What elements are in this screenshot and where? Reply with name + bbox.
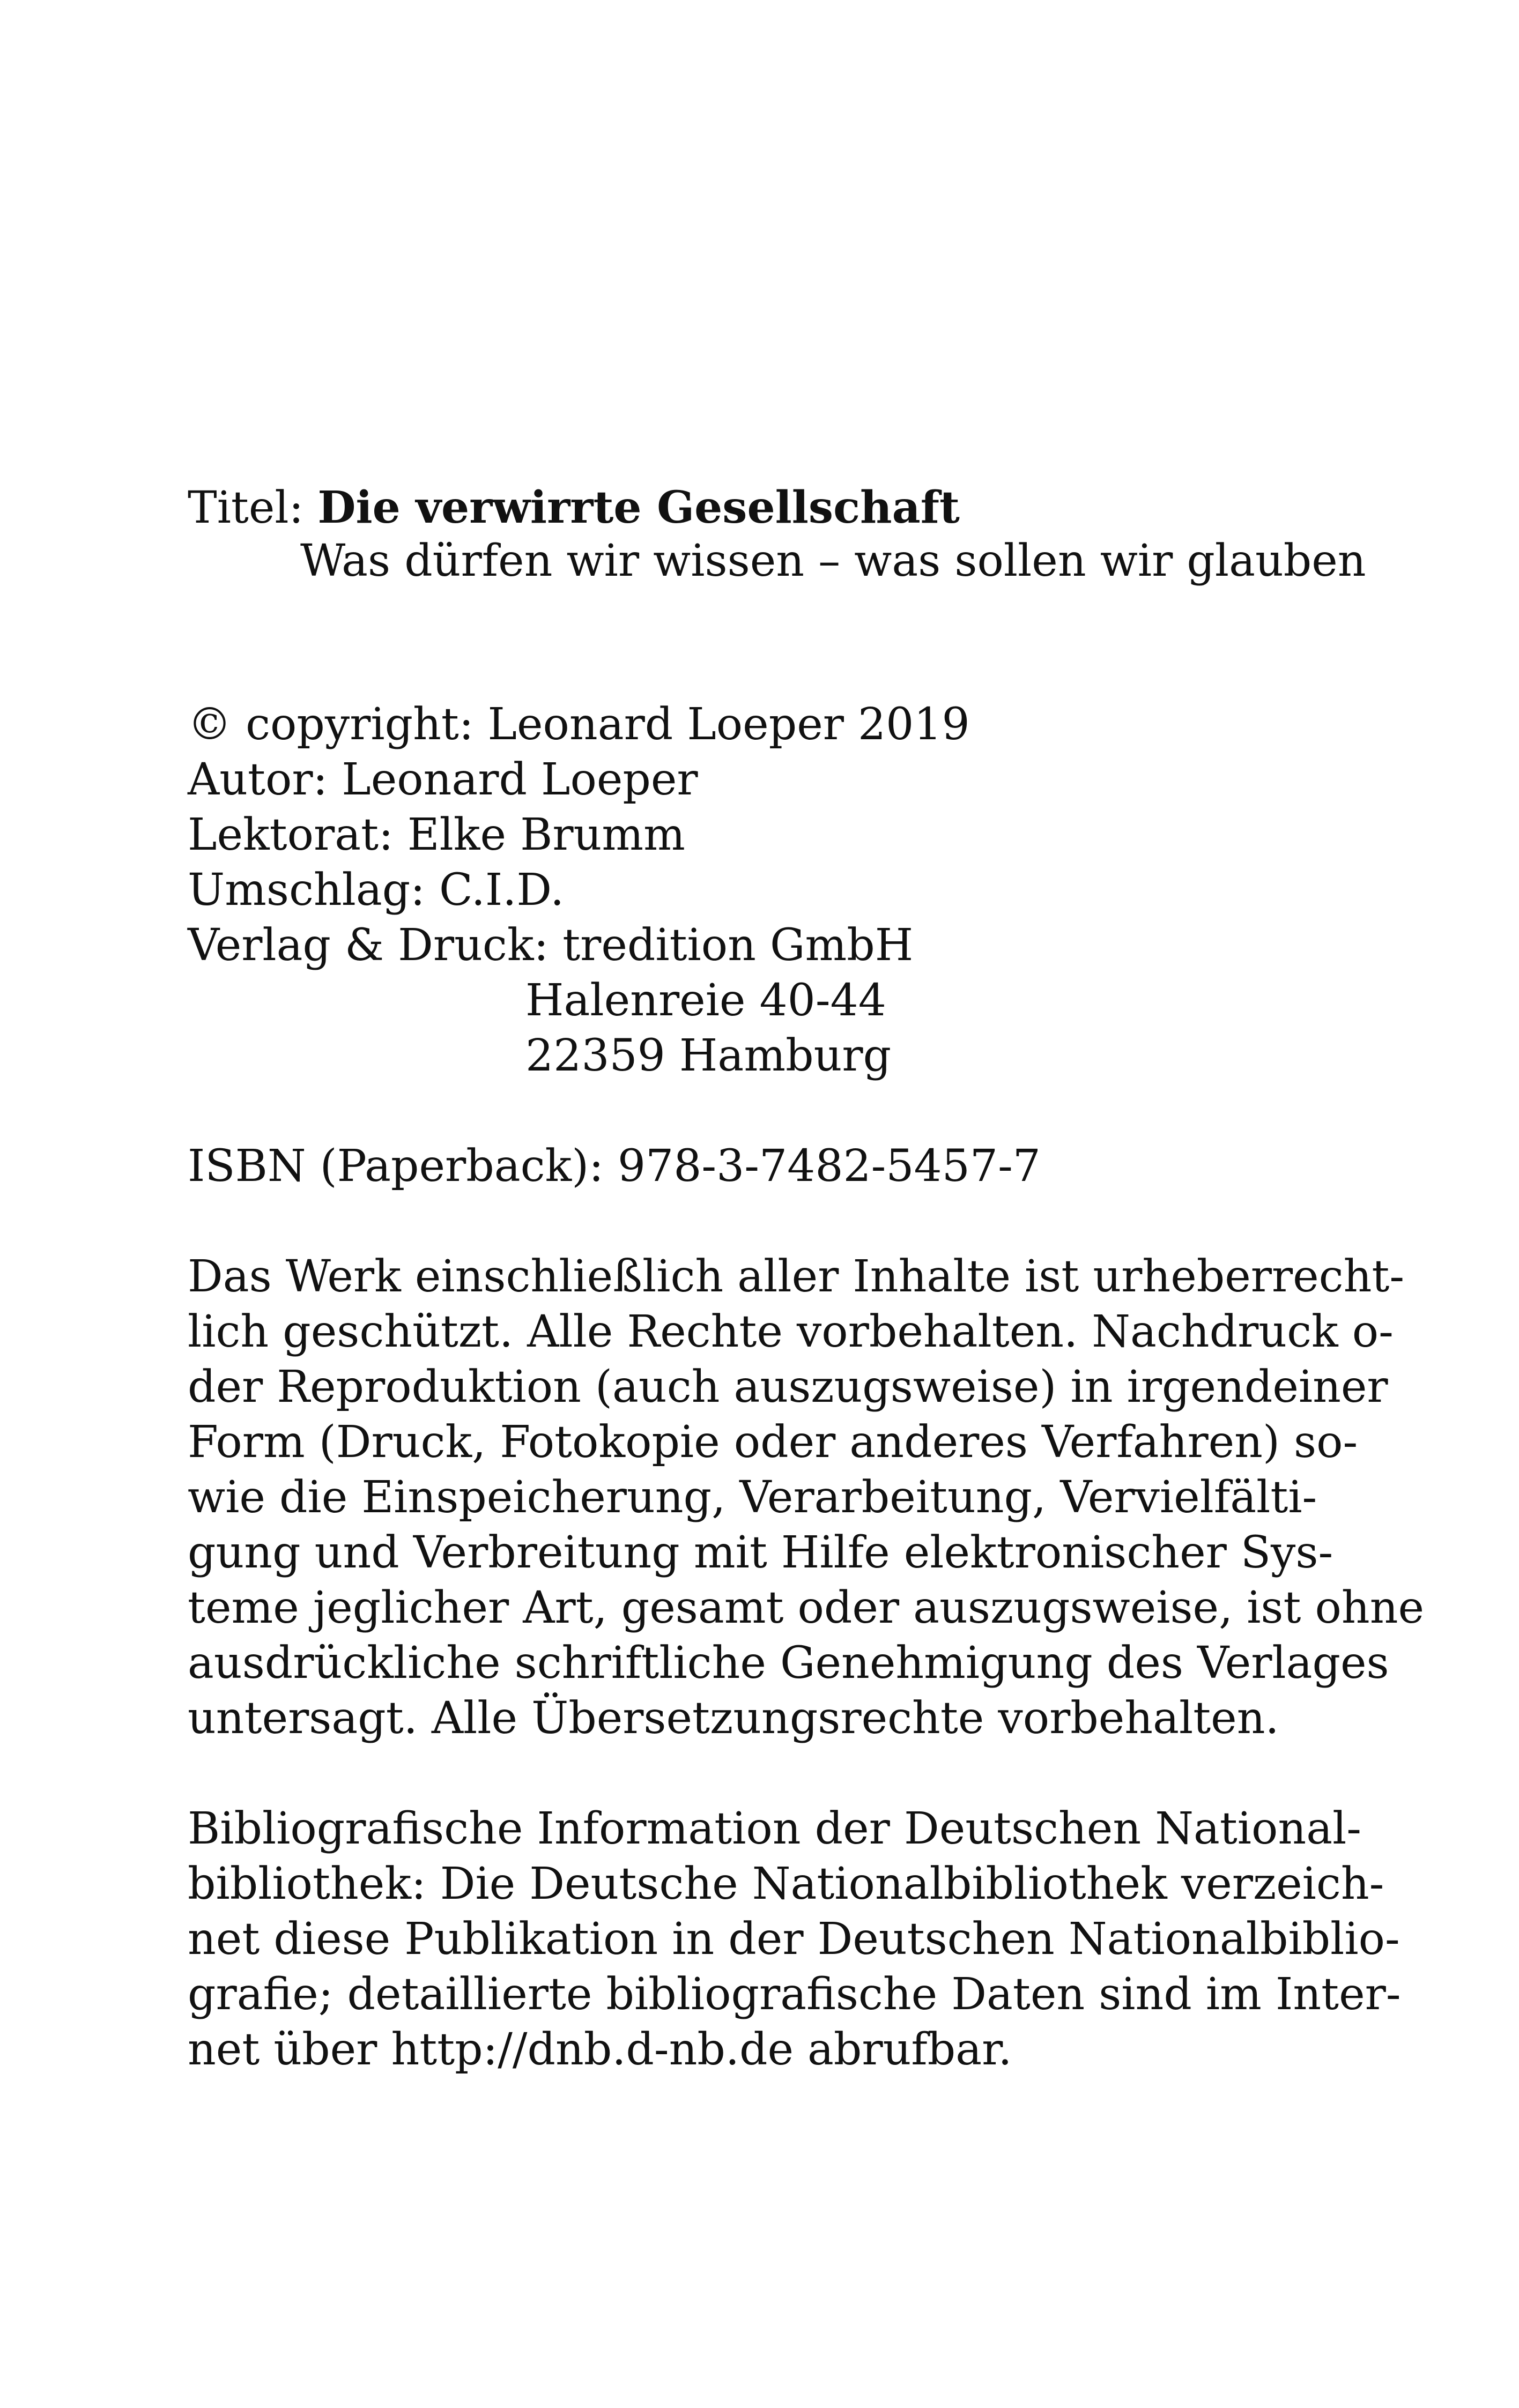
rights-line: teme jeglicher Art, gesamt oder auszugsweise, ist ohne — [188, 1582, 1425, 1633]
cover-line: Umschlag: C.I.D. — [188, 865, 565, 916]
bibliography-line: bibliothek: Die Deutsche Nationalbibliothek verzeich- — [188, 1859, 1384, 1909]
author-line: Autor: Leonard Loeper — [188, 754, 698, 805]
bibliography-line: Bibliografische Information der Deutschen National- — [188, 1803, 1362, 1854]
rights-line: wie die Einspeicherung, Verarbeitung, Vervielfälti- — [188, 1472, 1317, 1523]
rights-line: der Reproduktion (auch auszugsweise) in irgendeiner — [188, 1362, 1388, 1413]
title-line — [188, 480, 960, 536]
isbn-line: ISBN (Paperback): 978-3-7482-5457-7 — [188, 1141, 1041, 1192]
book-title: Die verwirrte Gesellschaft — [317, 482, 960, 533]
publisher-city: 22359 Hamburg — [525, 1030, 892, 1081]
publisher-line: Verlag & Druck: tredition GmbH — [188, 920, 914, 971]
bibliography-line: grafie; detaillierte bibliografische Daten sind im Inter- — [188, 1969, 1401, 2020]
rights-line: Das Werk einschließlich aller Inhalte ist urheberrecht- — [188, 1251, 1405, 1302]
title-label: Titel: — [188, 482, 304, 533]
rights-line: untersagt. Alle Übersetzungsrechte vorbehalten. — [188, 1693, 1279, 1744]
rights-line: gung und Verbreitung mit Hilfe elektronischer Sys- — [188, 1527, 1333, 1578]
editing-line: Lektorat: Elke Brumm — [188, 809, 685, 860]
bibliography-line: net diese Publikation in der Deutschen Nationalbiblio- — [188, 1914, 1400, 1965]
publisher-street: Halenreie 40-44 — [525, 975, 886, 1026]
copyright-line: © copyright: Leonard Loeper 2019 — [188, 699, 970, 750]
book-subtitle: Was dürfen wir wissen – was sollen wir glauben — [300, 536, 1366, 586]
bibliography-line: net über http://dnb.d-nb.de abrufbar. — [188, 2024, 1012, 2075]
rights-line: Form (Druck, Fotokopie oder anderes Verfahren) so- — [188, 1417, 1358, 1468]
rights-line: ausdrückliche schriftliche Genehmigung des Verlages — [188, 1638, 1389, 1689]
rights-line: lich geschützt. Alle Rechte vorbehalten. Nachdruck o- — [188, 1306, 1394, 1357]
